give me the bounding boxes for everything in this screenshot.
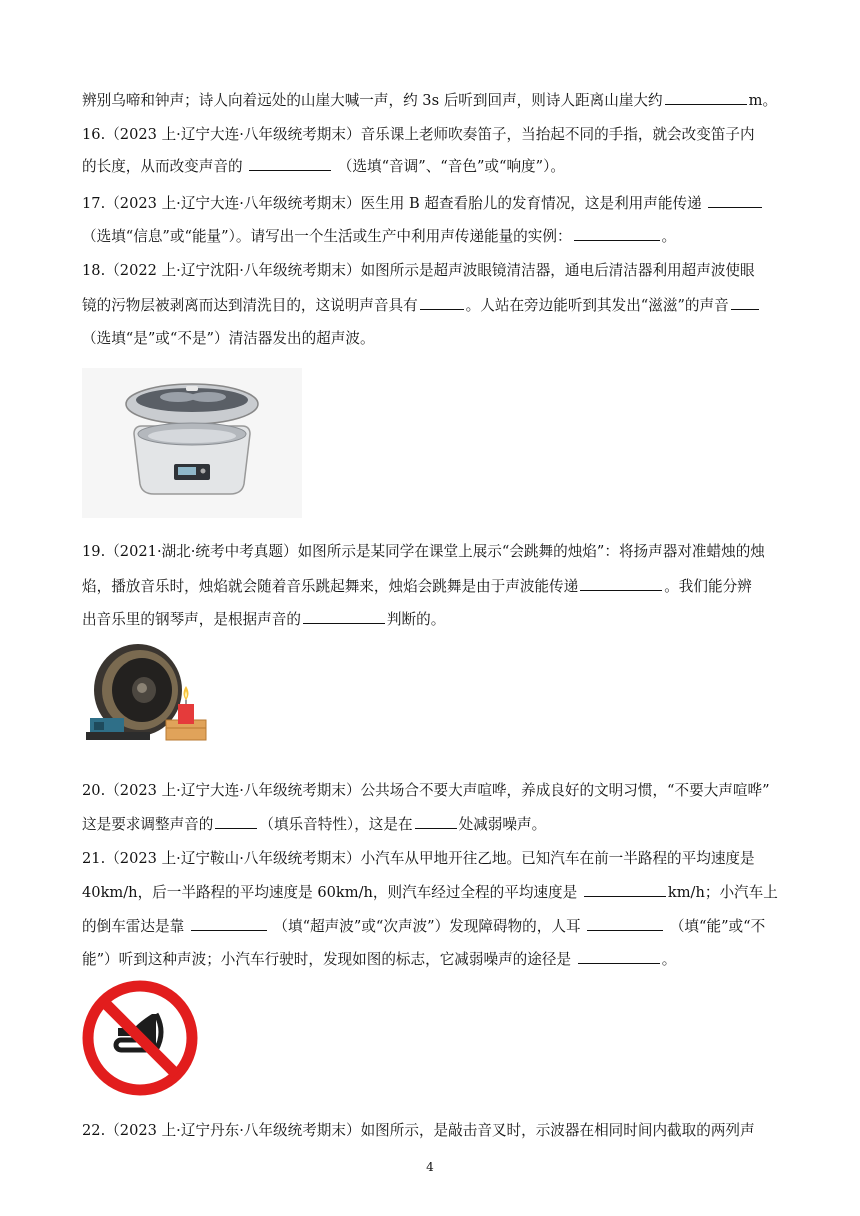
answer-blank <box>415 814 457 829</box>
q19-text: 焰，播放音乐时，烛焰就会随着音乐跳起舞来，烛焰会跳舞是由于声波能传递 <box>82 578 579 595</box>
q22-line-1: 22.（2023 上·辽宁丹东·八年级统考期末）如图所示，是敲击音叉时，示波器在相同时间内截取的两列声 <box>82 1122 755 1139</box>
q16-text: （选填“音调”、“音色”或“响度”）。 <box>333 158 565 175</box>
q18-text: 镜的污物层被剥离而达到清洗目的，这说明声音具有 <box>82 297 418 314</box>
q21-text: （填“能”或“不 <box>665 918 766 935</box>
q19-text: 判断的。 <box>386 611 446 628</box>
answer-blank <box>587 916 663 931</box>
q20-text: （填乐音特性），这是在 <box>259 816 413 833</box>
q15-text: m。 <box>748 92 778 109</box>
answer-blank <box>731 295 759 310</box>
q16-line-1: 16.（2023 上·辽宁大连·八年级统考期末）音乐课上老师吹奏笛子，当抬起不同的手指，就会改变笛子内 <box>82 126 755 143</box>
q19-line-3 <box>82 609 445 629</box>
q16-text: 的长度，从而改变声音的 <box>82 158 248 175</box>
q19-text: 出音乐里的钢琴声，是根据声音的 <box>82 611 301 628</box>
q16-line-2 <box>82 156 565 176</box>
answer-blank <box>578 949 660 964</box>
q17-line-2 <box>82 226 676 246</box>
q20-text: 这是要求调整声音的 <box>82 816 214 833</box>
q15-line <box>82 90 777 110</box>
speaker-candle-image <box>86 640 216 744</box>
q21-line-1: 21.（2023 上·辽宁鞍山·八年级统考期末）小汽车从甲地开往乙地。已知汽车在前一半路程的平均速度是 <box>82 850 755 867</box>
answer-blank <box>708 193 762 208</box>
q19-line-1: 19.（2021·湖北·统考中考真题）如图所示是某同学在课堂上展示“会跳舞的烛焰”：将扬声器对准蜡烛的烛 <box>82 543 765 560</box>
q19-line-2 <box>82 576 752 596</box>
q21-text: 能”）听到这种声波；小汽车行驶时，发现如图的标志，它减弱噪声的途径是 <box>82 951 576 968</box>
q21-text: （填“超声波”或“次声波”）发现障碍物的，人耳 <box>268 918 586 935</box>
q18-line-1: 18.（2022 上·辽宁沈阳·八年级统考期末）如图所示是超声波眼镜清洁器，通电后清洁器利用超声波使眼 <box>82 262 755 279</box>
answer-blank <box>191 916 267 931</box>
q18-line-2 <box>82 295 761 315</box>
q21-text: 的倒车雷达是靠 <box>82 918 189 935</box>
answer-blank <box>249 156 331 171</box>
q21-line-2 <box>82 882 778 902</box>
q17-text: 。 <box>661 228 677 245</box>
q20-line-2 <box>82 814 546 834</box>
q21-text: 40km/h，后一半路程的平均速度是 60km/h，则汽车经过全程的平均速度是 <box>82 884 582 901</box>
q21-line-3 <box>82 916 765 936</box>
q21-text: 。 <box>661 951 677 968</box>
q17-text: 17.（2023 上·辽宁大连·八年级统考期末）医生用 B 超查看胎儿的发育情况，这是利用声能传递 <box>82 195 707 212</box>
answer-blank <box>665 90 747 105</box>
no-horn-sign-icon <box>82 980 198 1096</box>
answer-blank <box>580 576 662 591</box>
q19-text: 。我们能分辨 <box>664 578 752 595</box>
answer-blank <box>420 295 464 310</box>
answer-blank <box>303 609 385 624</box>
q20-text: 处减弱噪声。 <box>458 816 547 833</box>
q17-line-1 <box>82 193 764 213</box>
ultrasonic-cleaner-image <box>82 368 302 518</box>
answer-blank <box>584 882 666 897</box>
q15-text: 辨别乌啼和钟声；诗人向着远处的山崖大喊一声，约 3s 后听到回声，则诗人距离山崖大约 <box>82 92 663 109</box>
q17-text: （选填“信息”或“能量”）。请写出一个生活或生产中利用声传递能量的实例： <box>82 228 572 245</box>
q18-line-3: （选填“是”或“不是”）清洁器发出的超声波。 <box>82 330 375 347</box>
q21-line-4 <box>82 949 676 969</box>
q20-line-1: 20.（2023 上·辽宁大连·八年级统考期末）公共场合不要大声喧哗，养成良好的文明习惯，“不要大声喧哗” <box>82 782 770 799</box>
q18-text: 。人站在旁边能听到其发出“滋滋”的声音 <box>465 297 729 314</box>
q21-text: km/h；小汽车上 <box>667 884 778 901</box>
page-number: 4 <box>426 1160 434 1174</box>
answer-blank <box>215 814 257 829</box>
answer-blank <box>574 226 660 241</box>
